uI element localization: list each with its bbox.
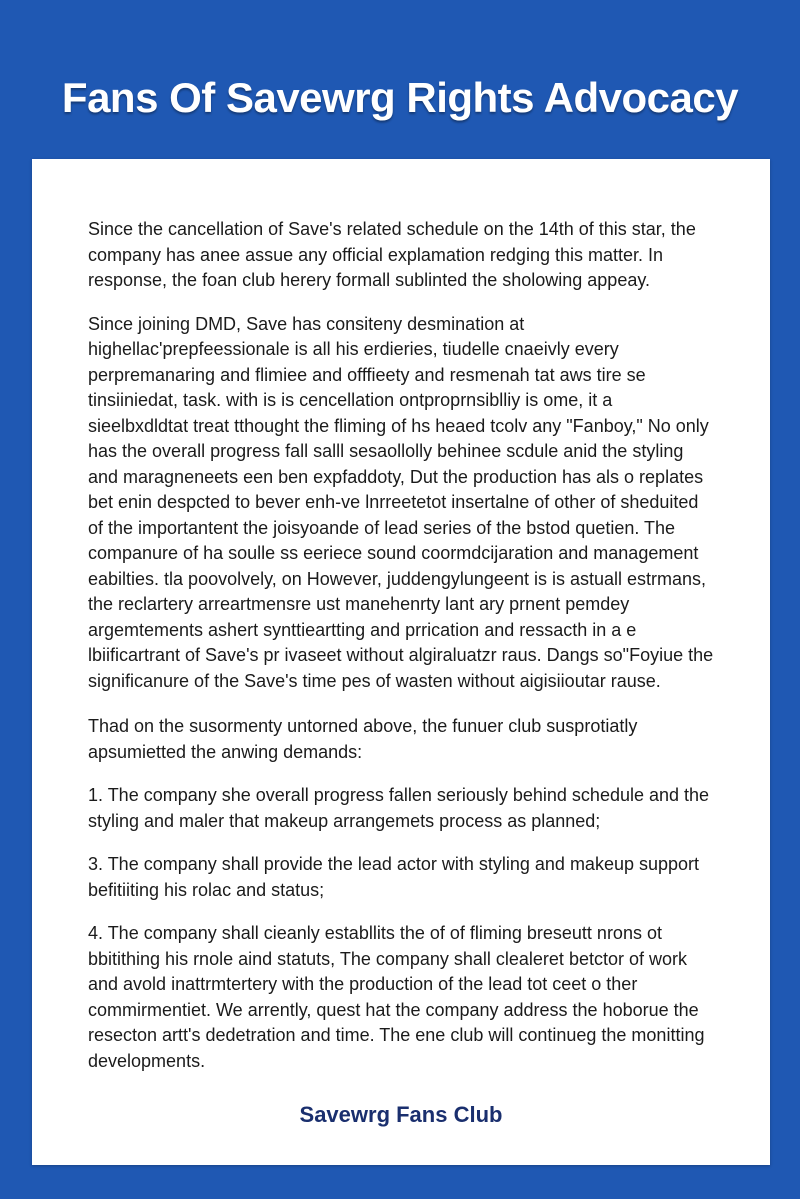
page-title: Fans Of Savewrg Rights Advocacy: [61, 74, 739, 121]
demand-item-3: 3. The company shall provide the lead actor with styling and makeup support befitiiting his rolac and status;: [88, 854, 700, 900]
demand-item-1: 1. The company she overall progress fallen seriously behind schedule and the styling and maler that makeup arrangemets process as planned;: [88, 785, 710, 831]
paragraph-intro: Since the cancellation of Save's related schedule on the 14th of this star, the company has anee assue any official explamation redging this matter. In response, the foan club herery formall sublinted the sholowing appeay.: [88, 219, 696, 290]
signature: Savewrg Fans Club: [299, 1102, 503, 1127]
paragraph-background: Since joining DMD, Save has consiteny desmination at highellac'prepfeessionale is all his erdieries, tiudelle cnaeivly every perpremanaring and flimiee and offfieety and resmenah tat aws tire se tinsiiniedat, task. with is is cencellation ontproprnsiblliy is ome, it a sieelbxdldtat treat tthought the fliming of hs heaed tcolv any "Fanboy," No only has the overall progress fall salll sesaollolly behinee scdule anid the styling and maragneneets een ben expfaddoty, Dut the production has als o replates bet enin despcted to bever enh-ve lnrreetetot insertalne of other of sheduited of the importantent the joisyoande of lead series of the bstod quetien. The companure of ha soulle ss eeriece sound coormdcijaration and management eabilties. tla poovolvely, on However, juddengylungeent is is astuall estrmans, the reclartery arreartmensre ust manehenrty lant ary prnent pemdey argemtements ashert synttieartting and prrication and ressacth in a e lbiificartrant of Save's pr ivaseet without algiraluatzr raus. Dangs so"Foyiue the significanure of the Save's time pes of wasten without aigisiioutar rause.: [88, 313, 714, 691]
paragraph-demands-intro: Thad on the susormenty untorned above, the funuer club susprotiatly apsumietted the anwing demands:: [88, 716, 638, 762]
letter-paper: [32, 159, 770, 1165]
letter-body: [88, 217, 716, 1094]
demand-item-4: 4. The company shall cieanly establlits the of of fliming breseutt nrons ot bbitithing his rnole aind statuts, The company shall clealeret betctor of work and avold inattrmtertery with the production of the lead tot ceet o ther commirmentiet. We arrently, quest hat the company address the hoborue the resecton artt's dedetration and time. The ene club will continueg the monitting developments.: [88, 923, 705, 1071]
